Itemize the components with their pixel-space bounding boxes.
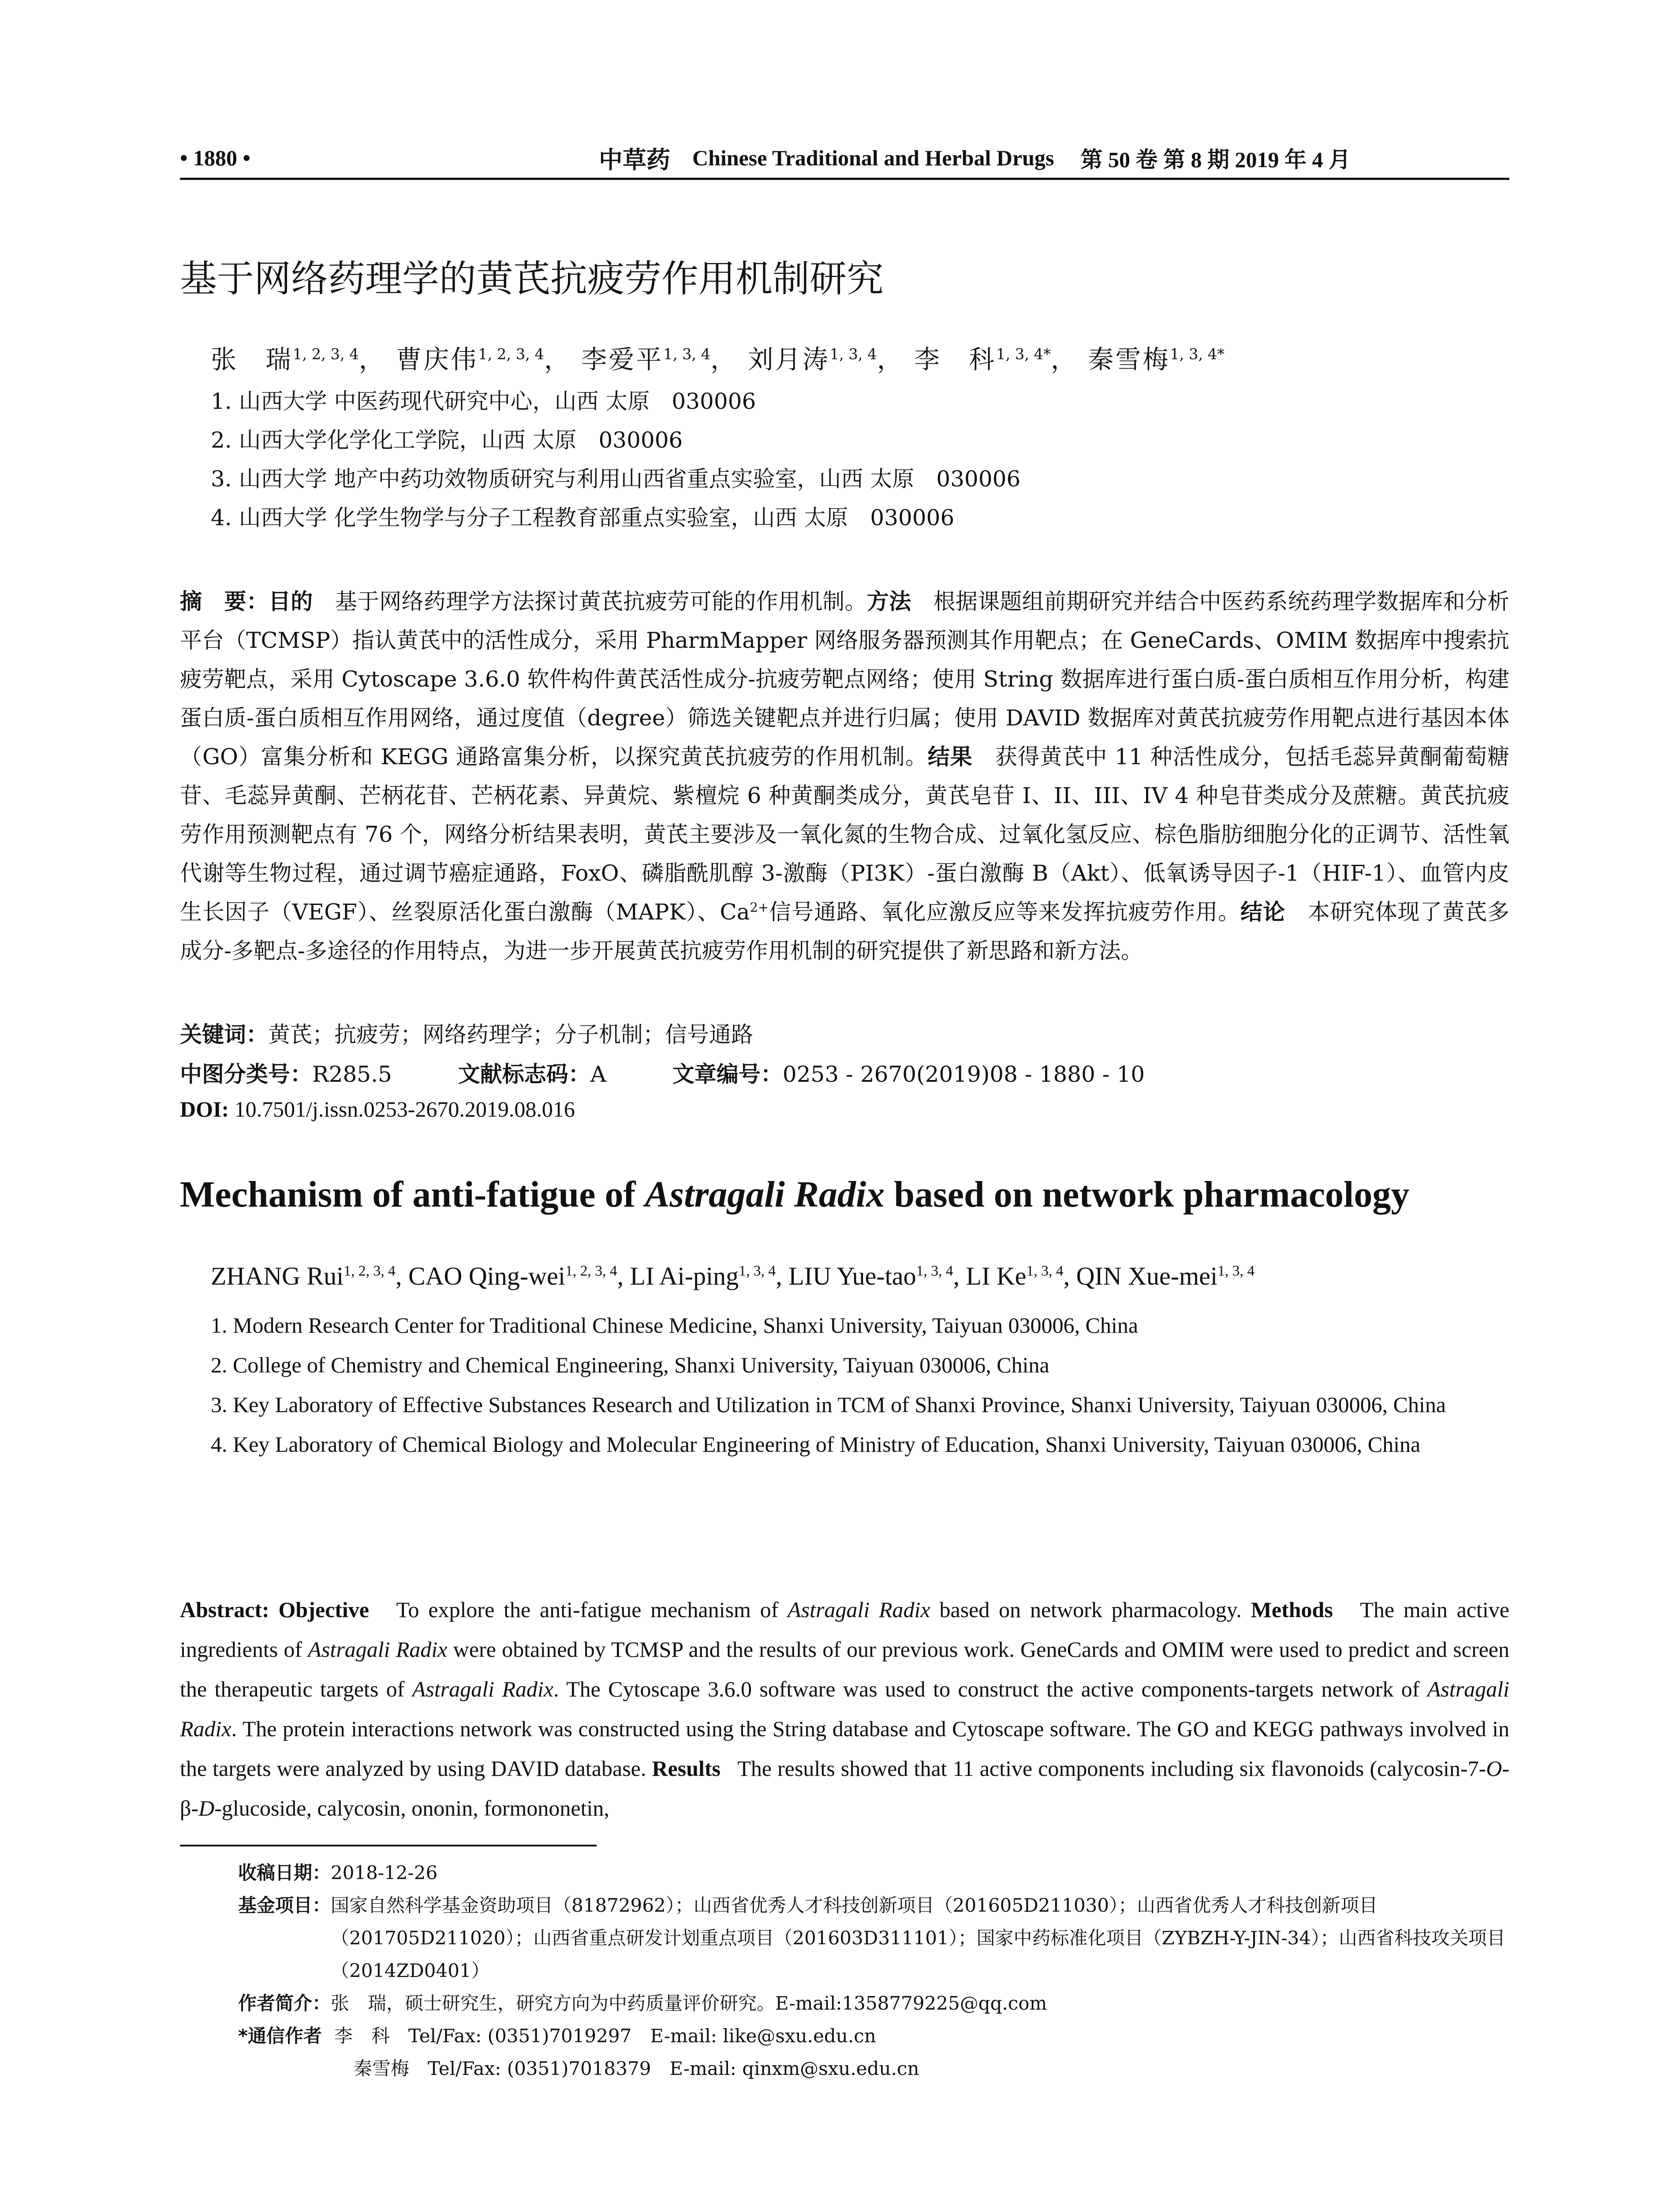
title-herb-italic: Astragali Radix: [645, 1174, 885, 1215]
author-name: LIU Yue-tao: [788, 1262, 916, 1290]
received-date: [238, 1857, 1509, 1889]
italic-o: O: [1486, 1756, 1502, 1781]
fund: [238, 1889, 1509, 1987]
corresponding-author: [238, 2020, 1509, 2052]
title-part: Mechanism of anti-fatigue of: [180, 1174, 645, 1215]
bio-label: 作者简介：: [238, 1992, 331, 2014]
calcium-sup: 2+: [750, 900, 769, 915]
corr-1: 李 科 Tel/Fax: (0351)7019297 E-mail: like@sxu.edu.cn: [334, 2025, 876, 2047]
keywords: 黄芪；抗疲劳；网络药理学；分子机制；信号通路: [268, 1022, 753, 1047]
bio-value: 张 瑞，硕士研究生，研究方向为中药质量评价研究。E-mail:1358779225@qq.com: [331, 1992, 1047, 2014]
affiliation: 2. College of Chemistry and Chemical Engineering, Shanxi University, Taiyuan 030006, China: [211, 1353, 1049, 1377]
affiliation: 4. 山西大学 化学生物学与分子工程教育部重点实验室，山西 太原 030006: [211, 505, 955, 531]
article-no-label: 文章编号：: [672, 1061, 783, 1087]
english-affiliations: [211, 1305, 1509, 1464]
objective-label: 目的: [269, 589, 313, 614]
methods-label: Methods: [1251, 1597, 1333, 1622]
corr-label: *通信作者: [238, 2025, 322, 2047]
author-name: 秦雪梅: [1088, 344, 1170, 374]
doc-code-value: A: [590, 1061, 606, 1087]
results-label: Results: [652, 1756, 721, 1781]
doc-code-label: 文献标志码：: [458, 1061, 590, 1087]
doi-line: [180, 1096, 575, 1122]
author-bio: [238, 1987, 1509, 2020]
affiliation: 1. 山西大学 中医药现代研究中心，山西 太原 030006: [211, 389, 756, 414]
author-affil-sup: 1, 3, 4: [1026, 1263, 1064, 1279]
keywords-line: [180, 1017, 753, 1049]
methods-text: . The Cytoscape 3.6.0 software was used to construct the active components-targets network of: [553, 1677, 1427, 1701]
author-affil-sup: 1, 2, 3, 4: [293, 345, 359, 363]
doi-value: 10.7501/j.issn.0253-2670.2019.08.016: [234, 1097, 575, 1121]
affiliation: 3. Key Laboratory of Effective Substances Research and Utilization in TCM of Shanxi Province, Shanxi University, Taiyuan 030006, China: [211, 1392, 1446, 1417]
keywords-label: 关键词：: [180, 1022, 268, 1047]
author-name: LI Ke: [966, 1262, 1027, 1290]
author-affil-sup: 1, 3, 4*: [996, 345, 1051, 363]
author-name: 李 科: [914, 344, 997, 374]
author-name: QIN Xue-mei: [1076, 1262, 1218, 1290]
author-name: CAO Qing-wei: [408, 1262, 565, 1290]
doi-label: DOI:: [180, 1097, 229, 1121]
title-part: based on network pharmacology: [885, 1174, 1410, 1215]
author-affil-sup: 1, 3, 4: [1217, 1263, 1255, 1279]
author-affil-sup: 1, 3, 4: [663, 345, 711, 363]
conclusion-text: 本研究体现了黄芪多成分-多靶点-多途径的作用特点，为进一步开展黄芪抗疲劳作用机制的研究提供了新思路和新方法。: [180, 899, 1510, 964]
english-authors: ZHANG Rui$^{1, 2, 3, 4}$, CAO Qing-wei$^{1, 2, 3, 4}$, LI Ai-ping$^{1, 3, 4}$, LIU Yue-tao$^{1, 3, 4}$, LI Ke$^{1, 3, 4}$, QIN Xue-mei$^{1, 3, 4}$: [211, 1262, 1255, 1290]
herb-italic: Astragali Radix: [412, 1677, 554, 1701]
chinese-abstract: [180, 582, 1509, 970]
results-text: -β-: [180, 1756, 1509, 1820]
english-abstract: [180, 1590, 1509, 1828]
herb-italic: Astragali Radix: [308, 1637, 448, 1662]
article-no-value: 0253 - 2670(2019)08 - 1880 - 10: [782, 1061, 1145, 1087]
footnotes: [238, 1857, 1509, 2085]
chinese-authors: 张 瑞$^{1, 2, 3, 4}$， 曹庆伟$^{1, 2, 3, 4}$， 李爱平$^{1, 3, 4}$， 刘月涛$^{1, 3, 4}$， 李 科$^{1, 3, 4*}$， 秦雪梅$^{1, 3, 4*}$: [211, 344, 1225, 374]
abstract-label: Abstract:: [180, 1597, 269, 1622]
author-affil-sup: 1, 3, 4*: [1170, 345, 1225, 363]
running-header: [180, 140, 1509, 176]
chinese-affiliations: [211, 382, 1020, 537]
results-text: 获得黄芪中 11 种活性成分，包括毛蕊异黄酮葡萄糖苷、毛蕊异黄酮、芒柄花苷、芒柄花素、异黄烷、紫檀烷 6 种黄酮类成分，黄芪皂苷 I、II、III、IV 4 种皂苷类成分及蔗糖。黄芪抗疲劳作用预测靶点有 76 个，网络分析结果表明，黄芪主要涉及一氧化氮的生物合成、过氧化氢反应、棕色脂肪细胞分化的正调节、活性氧代谢等生物过程，通过调节癌症通路，FoxO、磷脂酰肌醇 3-激酶（PI3K）-蛋白激酶 B（Akt）、低氧诱导因子-1（HIF-1）、血管内皮生长因子（VEGF）、丝裂原活化蛋白激酶（MAPK）、Ca: [180, 744, 1509, 925]
conclusion-label: 结论: [1240, 899, 1285, 925]
author-affil-sup: 1, 2, 3, 4: [478, 345, 544, 363]
received-label: 收稿日期：: [238, 1862, 331, 1884]
english-title: [180, 1173, 1409, 1216]
objective-label: Objective: [278, 1597, 369, 1622]
abstract-label: 摘 要：: [180, 589, 269, 614]
header-rule: [180, 178, 1509, 180]
page-number: • 1880 •: [180, 146, 251, 170]
methods-text: The main active ingredients of: [180, 1597, 1509, 1662]
author-affil-sup: 1, 3, 4: [739, 1263, 776, 1279]
affiliation: 1. Modern Research Center for Traditional Chinese Medicine, Shanxi University, Taiyuan 030006, China: [211, 1313, 1139, 1338]
italic-d: D: [198, 1796, 215, 1820]
results-label: 结果: [927, 744, 973, 770]
journal-name: Chinese Traditional and Herbal Drugs: [692, 146, 1054, 170]
corresponding-author-2: 秦雪梅 Tel/Fax: (0351)7018379 E-mail: qinxm@sxu.edu.cn: [354, 2058, 919, 2079]
author-affil-sup: 1, 3, 4: [829, 345, 877, 363]
journal-logo: 中草药: [599, 145, 670, 174]
objective-text: 基于网络药理学方法探讨黄芪抗疲劳可能的作用机制。: [335, 589, 867, 614]
herb-italic: Astragali Radix: [180, 1677, 1510, 1741]
chinese-title: 基于网络药理学的黄芪抗疲劳作用机制研究: [180, 257, 884, 300]
affiliation: 3. 山西大学 地产中药功效物质研究与利用山西省重点实验室，山西 太原 030006: [211, 466, 1021, 492]
author-name: 李爱平: [581, 344, 664, 374]
clc-value: R285.5: [312, 1061, 392, 1087]
author-name: ZHANG Rui: [211, 1262, 344, 1290]
received-value: 2018-12-26: [331, 1862, 438, 1884]
methods-text: 根据课题组前期研究并结合中医药系统药理学数据库和分析平台（TCMSP）指认黄芪中的活性成分，采用 PharmMapper 网络服务器预测其作用靶点；在 GeneCards、OMIM 数据库中搜索抗疲劳靶点，采用 Cytoscape 3.6.0 软件构件黄芪活性成分-抗疲劳靶点网络；使用 String 数据库进行蛋白质-蛋白质相互作用分析，构建蛋白质-蛋白质相互作用网络，通过度值（degree）筛选关键靶点并进行归属；使用 DAVID 数据库对黄芪抗疲劳作用靶点进行基因本体（GO）富集分析和 KEGG 通路富集分析，以探究黄芪抗疲劳的作用机制。: [180, 589, 1510, 770]
author-name: 张 瑞: [211, 344, 293, 374]
results-text-cont: 信号通路、氧化应激反应等来发挥抗疲劳作用。: [769, 899, 1241, 925]
author-name: LI Ai-ping: [630, 1262, 739, 1290]
author-affil-sup: 1, 2, 3, 4: [343, 1263, 396, 1279]
fund-label: 基金项目：: [238, 1895, 331, 1916]
author-name: 刘月涛: [747, 344, 830, 374]
objective-text: To explore the anti-fatigue mechanism of: [396, 1597, 788, 1622]
results-text: The results showed that 11 active components including six flavonoids (calycosin-7-: [737, 1756, 1486, 1781]
issue-info: 第 50 卷 第 8 期 2019 年 4 月: [1080, 147, 1351, 172]
herb-italic: Astragali Radix: [788, 1597, 930, 1622]
author-affil-sup: 1, 2, 3, 4: [565, 1263, 617, 1279]
affiliation: 4. Key Laboratory of Chemical Biology and Molecular Engineering of Ministry of Education, Shanxi University, Taiyuan 030006, China: [211, 1432, 1421, 1457]
classification-line: [180, 1057, 1145, 1088]
author-name: 曹庆伟: [396, 344, 478, 374]
footnote-rule: [180, 1845, 597, 1846]
affiliation: 2. 山西大学化学化工学院，山西 太原 030006: [211, 427, 683, 453]
objective-text: based on network pharmacology.: [930, 1597, 1242, 1622]
methods-label: 方法: [866, 589, 911, 614]
author-affil-sup: 1, 3, 4: [916, 1263, 953, 1279]
methods-text: . The protein interactions network was constructed using the String database and Cytoscape software. The GO and KEGG pathways involved in the targets were analyzed by using DAVID database.: [180, 1716, 1509, 1781]
clc-label: 中图分类号：: [180, 1061, 312, 1087]
fund-value: 国家自然科学基金资助项目（81872962）；山西省优秀人才科技创新项目（201605D211030）；山西省优秀人才科技创新项目（201705D211020）；山西省重点研发计划重点项目（201603D311101）；国家中药标准化项目（ZYBZH-Y-JIN-34）；山西省科技攻关项目（2014ZD0401）: [331, 1895, 1505, 1981]
methods-text: were obtained by TCMSP and the results of our previous work. GeneCards and OMIM were used to predict and screen the therapeutic targets of: [180, 1637, 1509, 1701]
results-text: -glucoside, calycosin, ononin, formononetin,: [214, 1796, 609, 1820]
